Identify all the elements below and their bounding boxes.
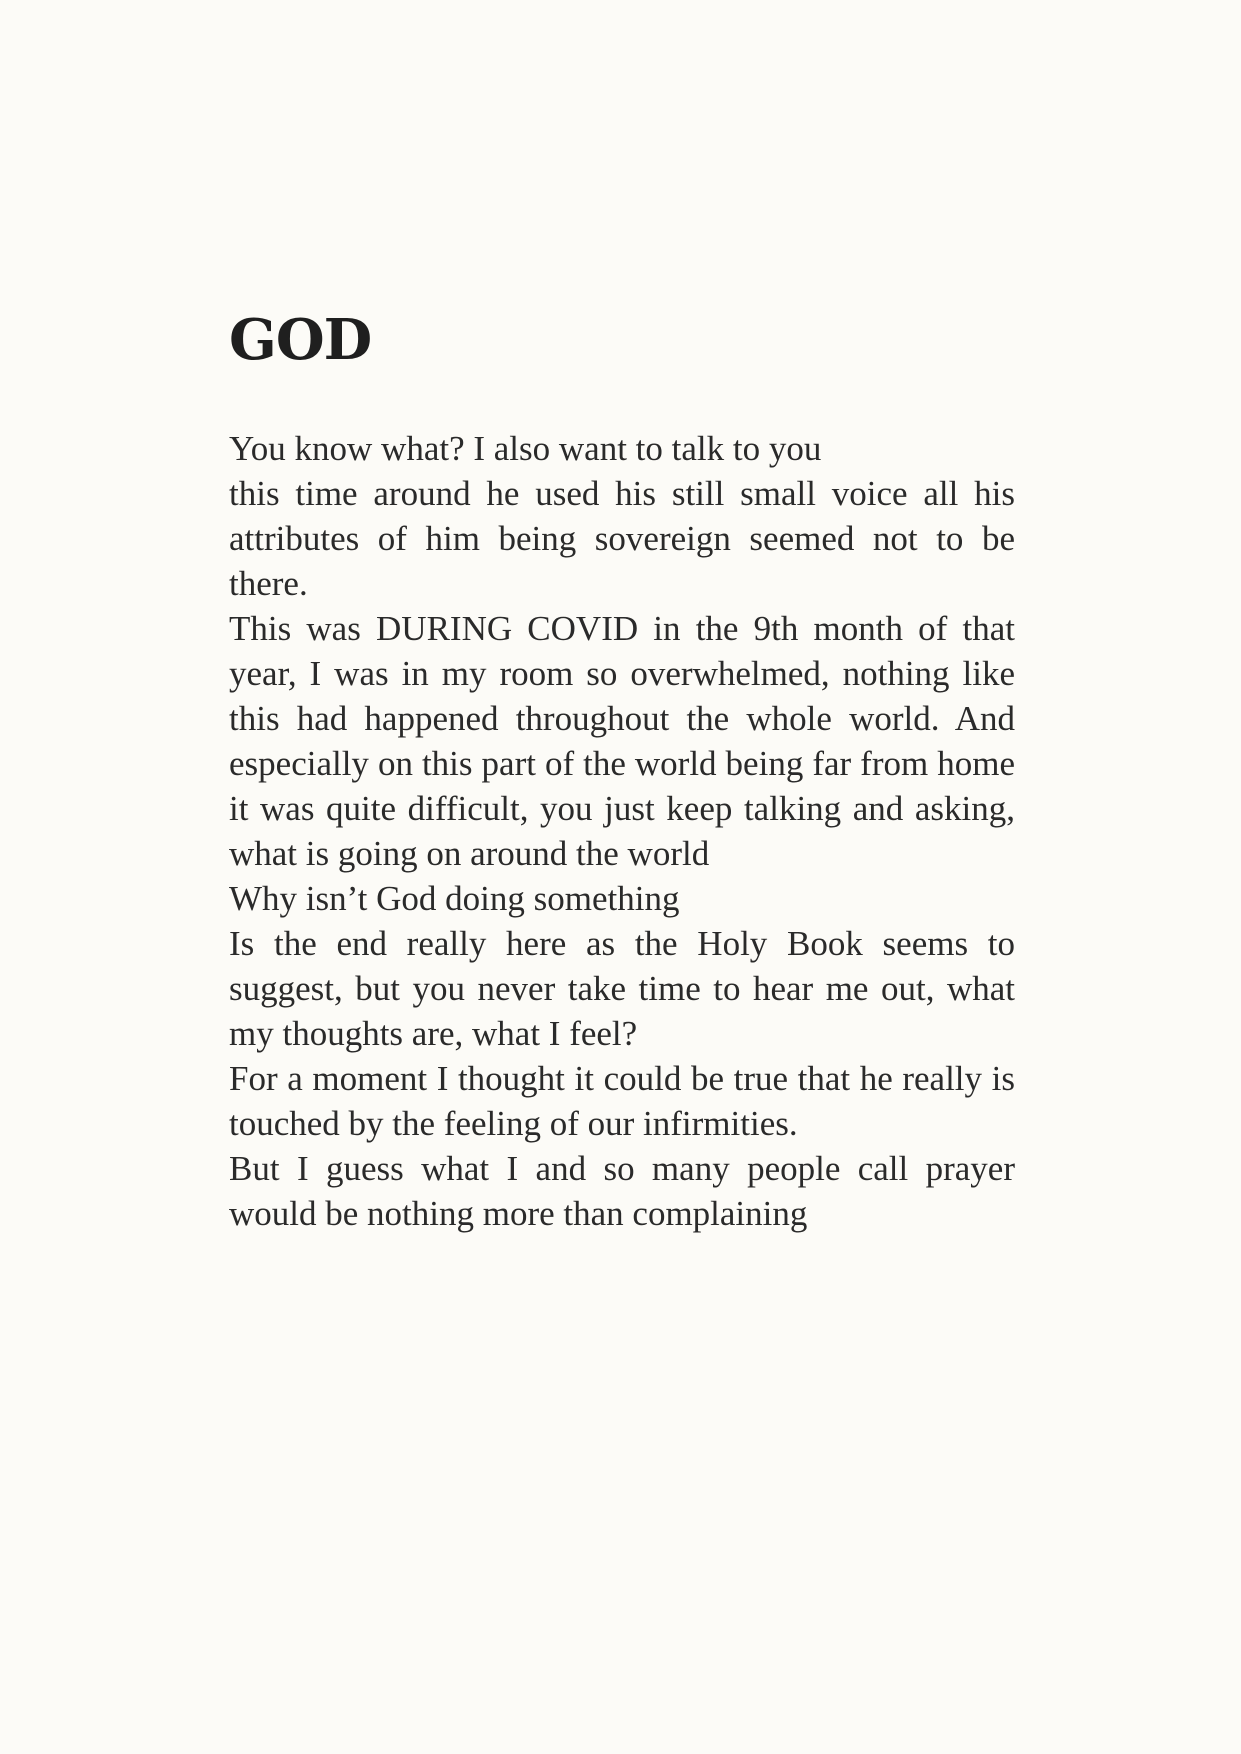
paragraph-complaining: But I guess what I and so many people call prayer would be nothing more than complaining bbox=[229, 1149, 1015, 1233]
paragraph-still-small-voice: this time around he used his still small voice all his attributes of him being sovereign seemed not to be there. bbox=[229, 474, 1015, 603]
paragraph-why-god: Why isn’t God doing something bbox=[229, 879, 680, 918]
paragraph-end-here: Is the end really here as the Holy Book seems to suggest, but you never take time to hear me out, what my thoughts are, what I feel? bbox=[229, 924, 1015, 1053]
page-title: GOD bbox=[229, 307, 372, 373]
paragraph-infirmities: For a moment I thought it could be true that he really is touched by the feeling of our infirmities. bbox=[229, 1059, 1015, 1143]
body-text bbox=[229, 426, 1015, 1236]
paragraph-covid: This was DURING COVID in the 9th month of that year, I was in my room so overwhelmed, nothing like this had happened throughout the whole world. And especially on this part of the world being far from home it was quite difficult, you just keep talking and asking, what is going on around the world bbox=[229, 609, 1015, 873]
document-content bbox=[229, 300, 1015, 1236]
paragraph-intro: You know what? I also want to talk to you bbox=[229, 429, 822, 468]
